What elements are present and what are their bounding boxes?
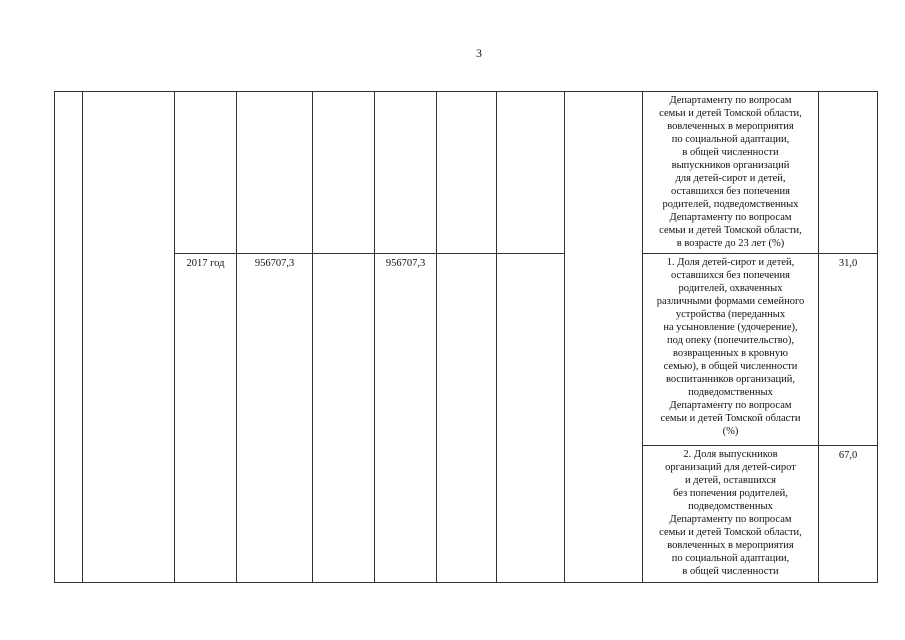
cell-col4 <box>313 254 375 583</box>
cell-col8 <box>565 92 643 583</box>
cell-col5: 956707,3 <box>375 254 437 583</box>
cell-col6 <box>437 92 497 254</box>
cell-value: 31,0 <box>819 254 878 446</box>
cell-total <box>237 92 313 254</box>
cell-year: 2017 год <box>175 254 237 583</box>
cell-col6 <box>437 254 497 583</box>
cell-indicator: 1. Доля детей-сирот и детей, оставшихся без попечения родителей, охваченных различными формами семейного устройства (переданных на усыновление (удочерение), под опеку (попечительство), возвращенных в кровную семью), в общей численности воспитанников организаций, подведомственных Департаменту по вопросам семьи и детей Томской области (%) <box>643 254 819 446</box>
cell-year <box>175 92 237 254</box>
cell-col7 <box>497 254 565 583</box>
cell-col5 <box>375 92 437 254</box>
table-row <box>55 92 878 254</box>
cell-col7 <box>497 92 565 254</box>
cell-indicator: 2. Доля выпускников организаций для детей-сирот и детей, оставшихся без попечения родителей, подведомственных Департаменту по вопросам семьи и детей Томской области, вовлеченных в мероприятия по социальной адаптации, в общей численности <box>643 446 819 583</box>
cell-index <box>55 92 83 583</box>
cell-col4 <box>313 92 375 254</box>
page-number: 3 <box>476 46 482 60</box>
program-table <box>54 91 878 583</box>
cell-value <box>819 92 878 254</box>
cell-total: 956707,3 <box>237 254 313 583</box>
table-row <box>55 254 878 446</box>
cell-indicator: Департаменту по вопросам семьи и детей Томской области, вовлеченных в мероприятия по социальной адаптации, в общей численности выпускников организаций для детей-сирот и детей, оставшихся без попечения родителей, подведомственных Департаменту по вопросам семьи и детей Томской области, в возрасте до 23 лет (%) <box>643 92 819 254</box>
cell-task <box>83 92 175 583</box>
cell-value: 67,0 <box>819 446 878 583</box>
